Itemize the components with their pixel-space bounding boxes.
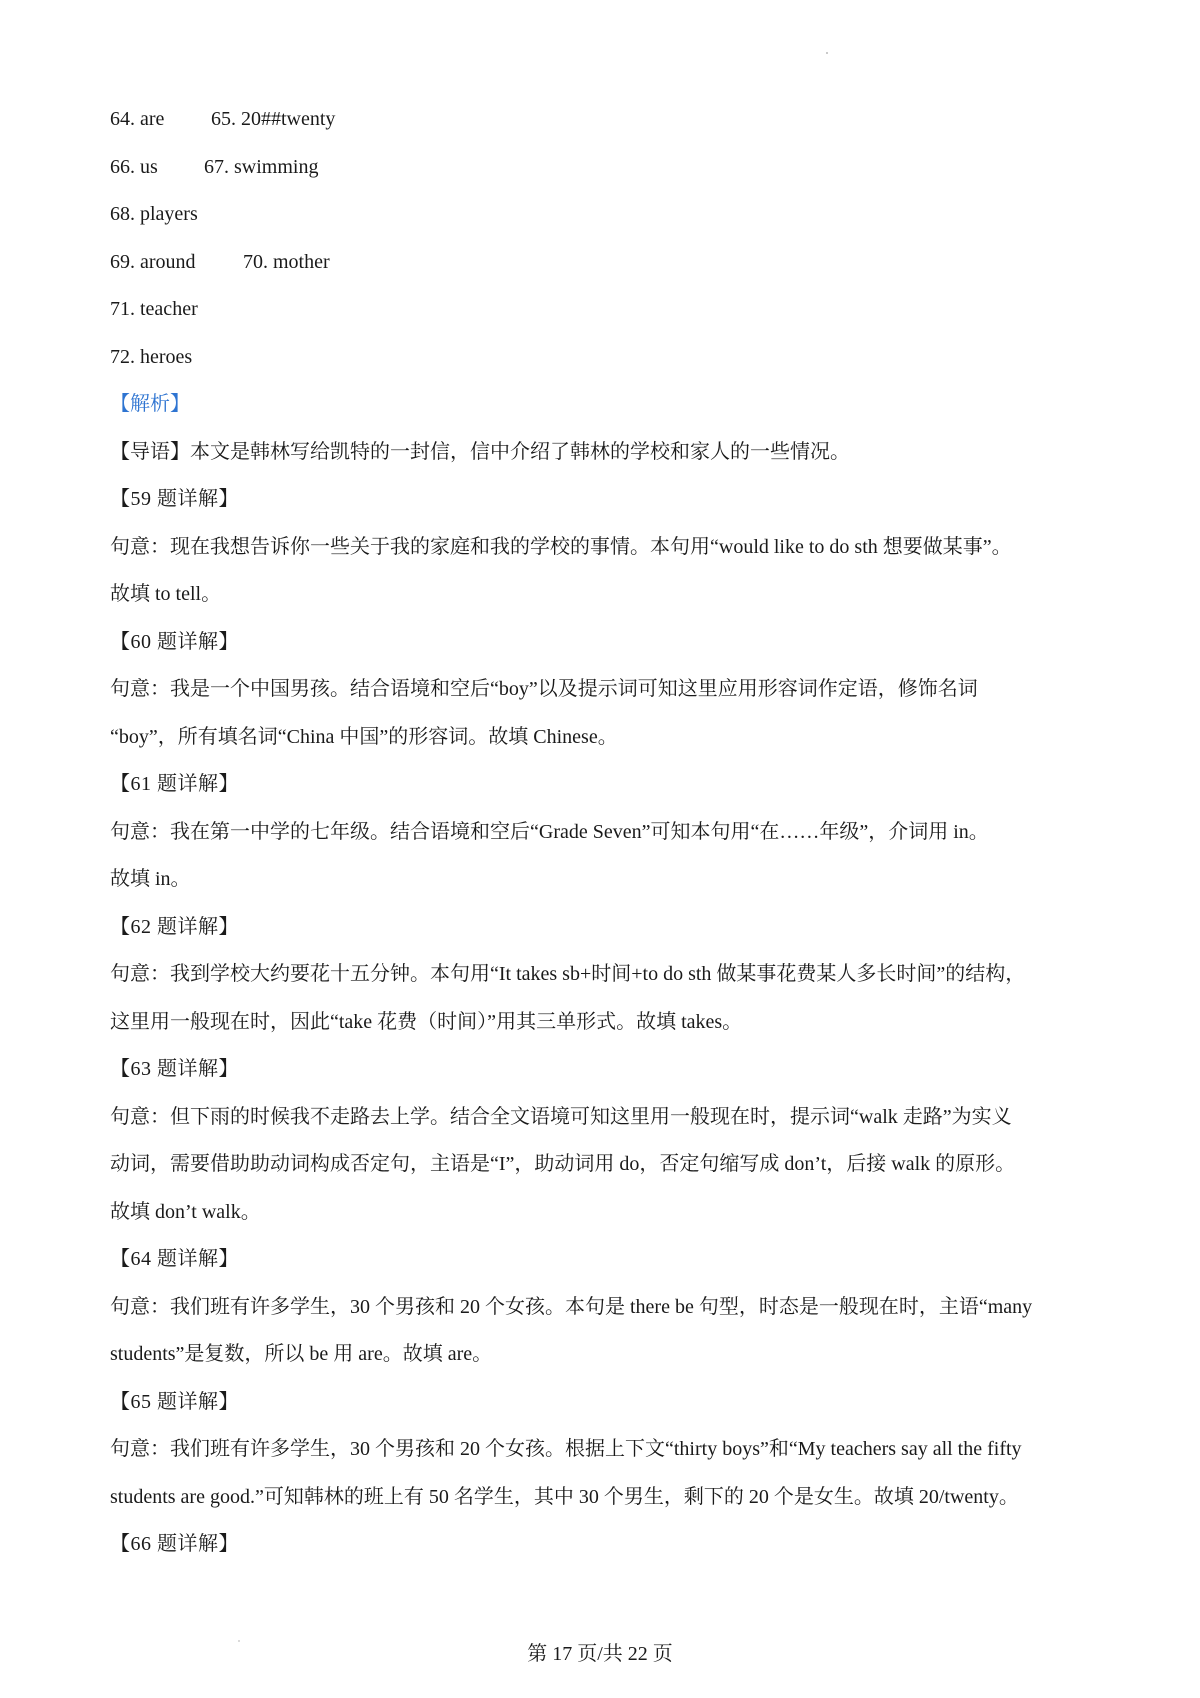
- q64-text: students”是复数，所以 be 用 are。故填 are。: [110, 1343, 493, 1365]
- page-footer: 第 17 页/共 22 页: [527, 1643, 673, 1665]
- q65-text: students are good.”可知韩林的班上有 50 名学生，其中 30 个男生，剩下的 20 个是女生。故填 20/twenty。: [110, 1485, 1019, 1508]
- q61-text: 故填 in。: [110, 868, 191, 890]
- answer-item: 70. mother: [243, 250, 330, 273]
- q63-text: 故填 don’t walk。: [110, 1200, 261, 1223]
- q60-text: 句意：我是一个中国男孩。结合语境和空后“boy”以及提示词可知这里应用形容词作定语，修饰名词: [110, 678, 978, 700]
- answer-item: 66. us: [110, 155, 158, 178]
- q62-text: 句意：我到学校大约要花十五分钟。本句用“It takes sb+时间+to do sth 做某事花费某人多长时间”的结构，: [110, 963, 1026, 985]
- q61-text: 句意：我在第一中学的七年级。结合语境和空后“Grade Seven”可知本句用“在……年级”，介词用 in。: [110, 820, 989, 843]
- q65-text: 句意：我们班有许多学生，30 个男孩和 20 个女孩。根据上下文“thirty boys”和“My teachers say all the fifty: [110, 1438, 1022, 1460]
- q59-text: 句意：现在我想告诉你一些关于我的家庭和我的学校的事情。本句用“would like to do sth 想要做某事”。: [110, 535, 1012, 558]
- scan-speck: [826, 52, 828, 54]
- q65-heading: 【65 题详解】: [110, 1390, 239, 1413]
- page-content: [110, 96, 1100, 1569]
- q60-text: “boy”，所有填名词“China 中国”的形容词。故填 Chinese。: [110, 725, 618, 748]
- answer-row: [110, 286, 1100, 334]
- q64-heading: 【64 题详解】: [110, 1248, 239, 1270]
- answer-row: [110, 334, 1100, 382]
- answer-item: 67. swimming: [204, 155, 319, 178]
- answer-item: 68. players: [110, 203, 198, 225]
- answer-row: [110, 239, 1100, 287]
- q63-heading: 【63 题详解】: [110, 1058, 239, 1080]
- q62-heading: 【62 题详解】: [110, 915, 239, 938]
- intro-text: 【导语】本文是韩林写给凯特的一封信，信中介绍了韩林的学校和家人的一些情况。: [110, 440, 850, 463]
- q62-text: 这里用一般现在时，因此“take 花费（时间）”用其三单形式。故填 takes。: [110, 1010, 743, 1033]
- analysis-label: 【解析】: [110, 393, 190, 415]
- q59-text: 故填 to tell。: [110, 583, 222, 605]
- q66-heading: 【66 题详解】: [110, 1533, 239, 1555]
- answer-row: [110, 96, 1100, 144]
- answer-item: 64. are: [110, 108, 165, 130]
- answer-item: 69. around: [110, 250, 196, 273]
- q64-text: 句意：我们班有许多学生，30 个男孩和 20 个女孩。本句是 there be 句型，时态是一般现在时，主语“many: [110, 1295, 1033, 1318]
- answer-item: 72. heroes: [110, 345, 193, 368]
- q59-heading: 【59 题详解】: [110, 488, 239, 510]
- q63-text: 句意：但下雨的时候我不走路去上学。结合全文语境可知这里用一般现在时，提示词“walk 走路”为实义: [110, 1105, 1012, 1128]
- answer-row: [110, 144, 1100, 192]
- answer-item: 65. 20##twenty: [211, 108, 336, 130]
- answer-row: [110, 191, 1100, 239]
- answer-item: 71. teacher: [110, 298, 198, 320]
- q63-text: 动词，需要借助助动词构成否定句，主语是“I”，助动词用 do，否定句缩写成 don’t，后接 walk 的原形。: [110, 1153, 1016, 1175]
- q61-heading: 【61 题详解】: [110, 773, 239, 795]
- q60-heading: 【60 题详解】: [110, 630, 239, 653]
